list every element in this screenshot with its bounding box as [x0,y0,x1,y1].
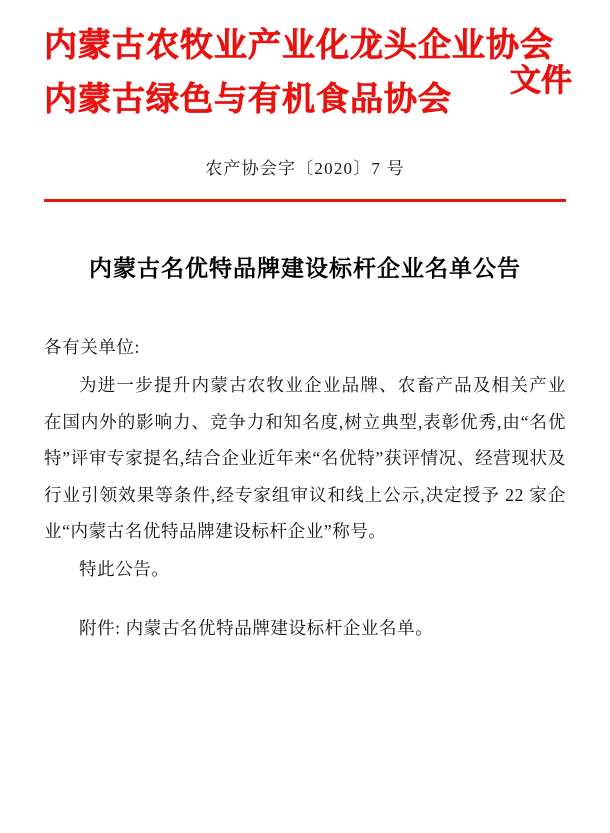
document-body [44,329,566,646]
body-paragraph-1: 为进一步提升内蒙古农牧业企业品牌、农畜产品及相关产业在国内外的影响力、竞争力和知名度,树立典型,表彰优秀,由“名优特”评审专家提名,结合企业近年来“名优特”获评情况、经营现状及行业引领效果等条件,经专家组审议和线上公示,决定授予 22 家企业“内蒙古名优特品牌建设标杆企业”称号。 [44,375,566,541]
attachment-note: 附件: 内蒙古名优特品牌建设标杆企业名单。 [79,617,434,638]
document-number: 农产协会字〔2020〕7 号 [205,159,405,179]
document-masthead [44,0,572,120]
body-paragraph-2: 特此公告。 [79,559,170,580]
masthead-line-2: 内蒙古绿色与有机食品协会 [44,79,452,119]
masthead-lines [44,24,572,120]
masthead-line-1: 内蒙古农牧业产业化龙头企业协会 [44,25,554,64]
page-title: 内蒙古名优特品牌建设标杆企业名单公告 [89,254,521,282]
salutation: 各有关单位: [44,336,140,357]
masthead-document-badge: 文件 [510,63,572,99]
red-divider-rule [44,199,566,202]
